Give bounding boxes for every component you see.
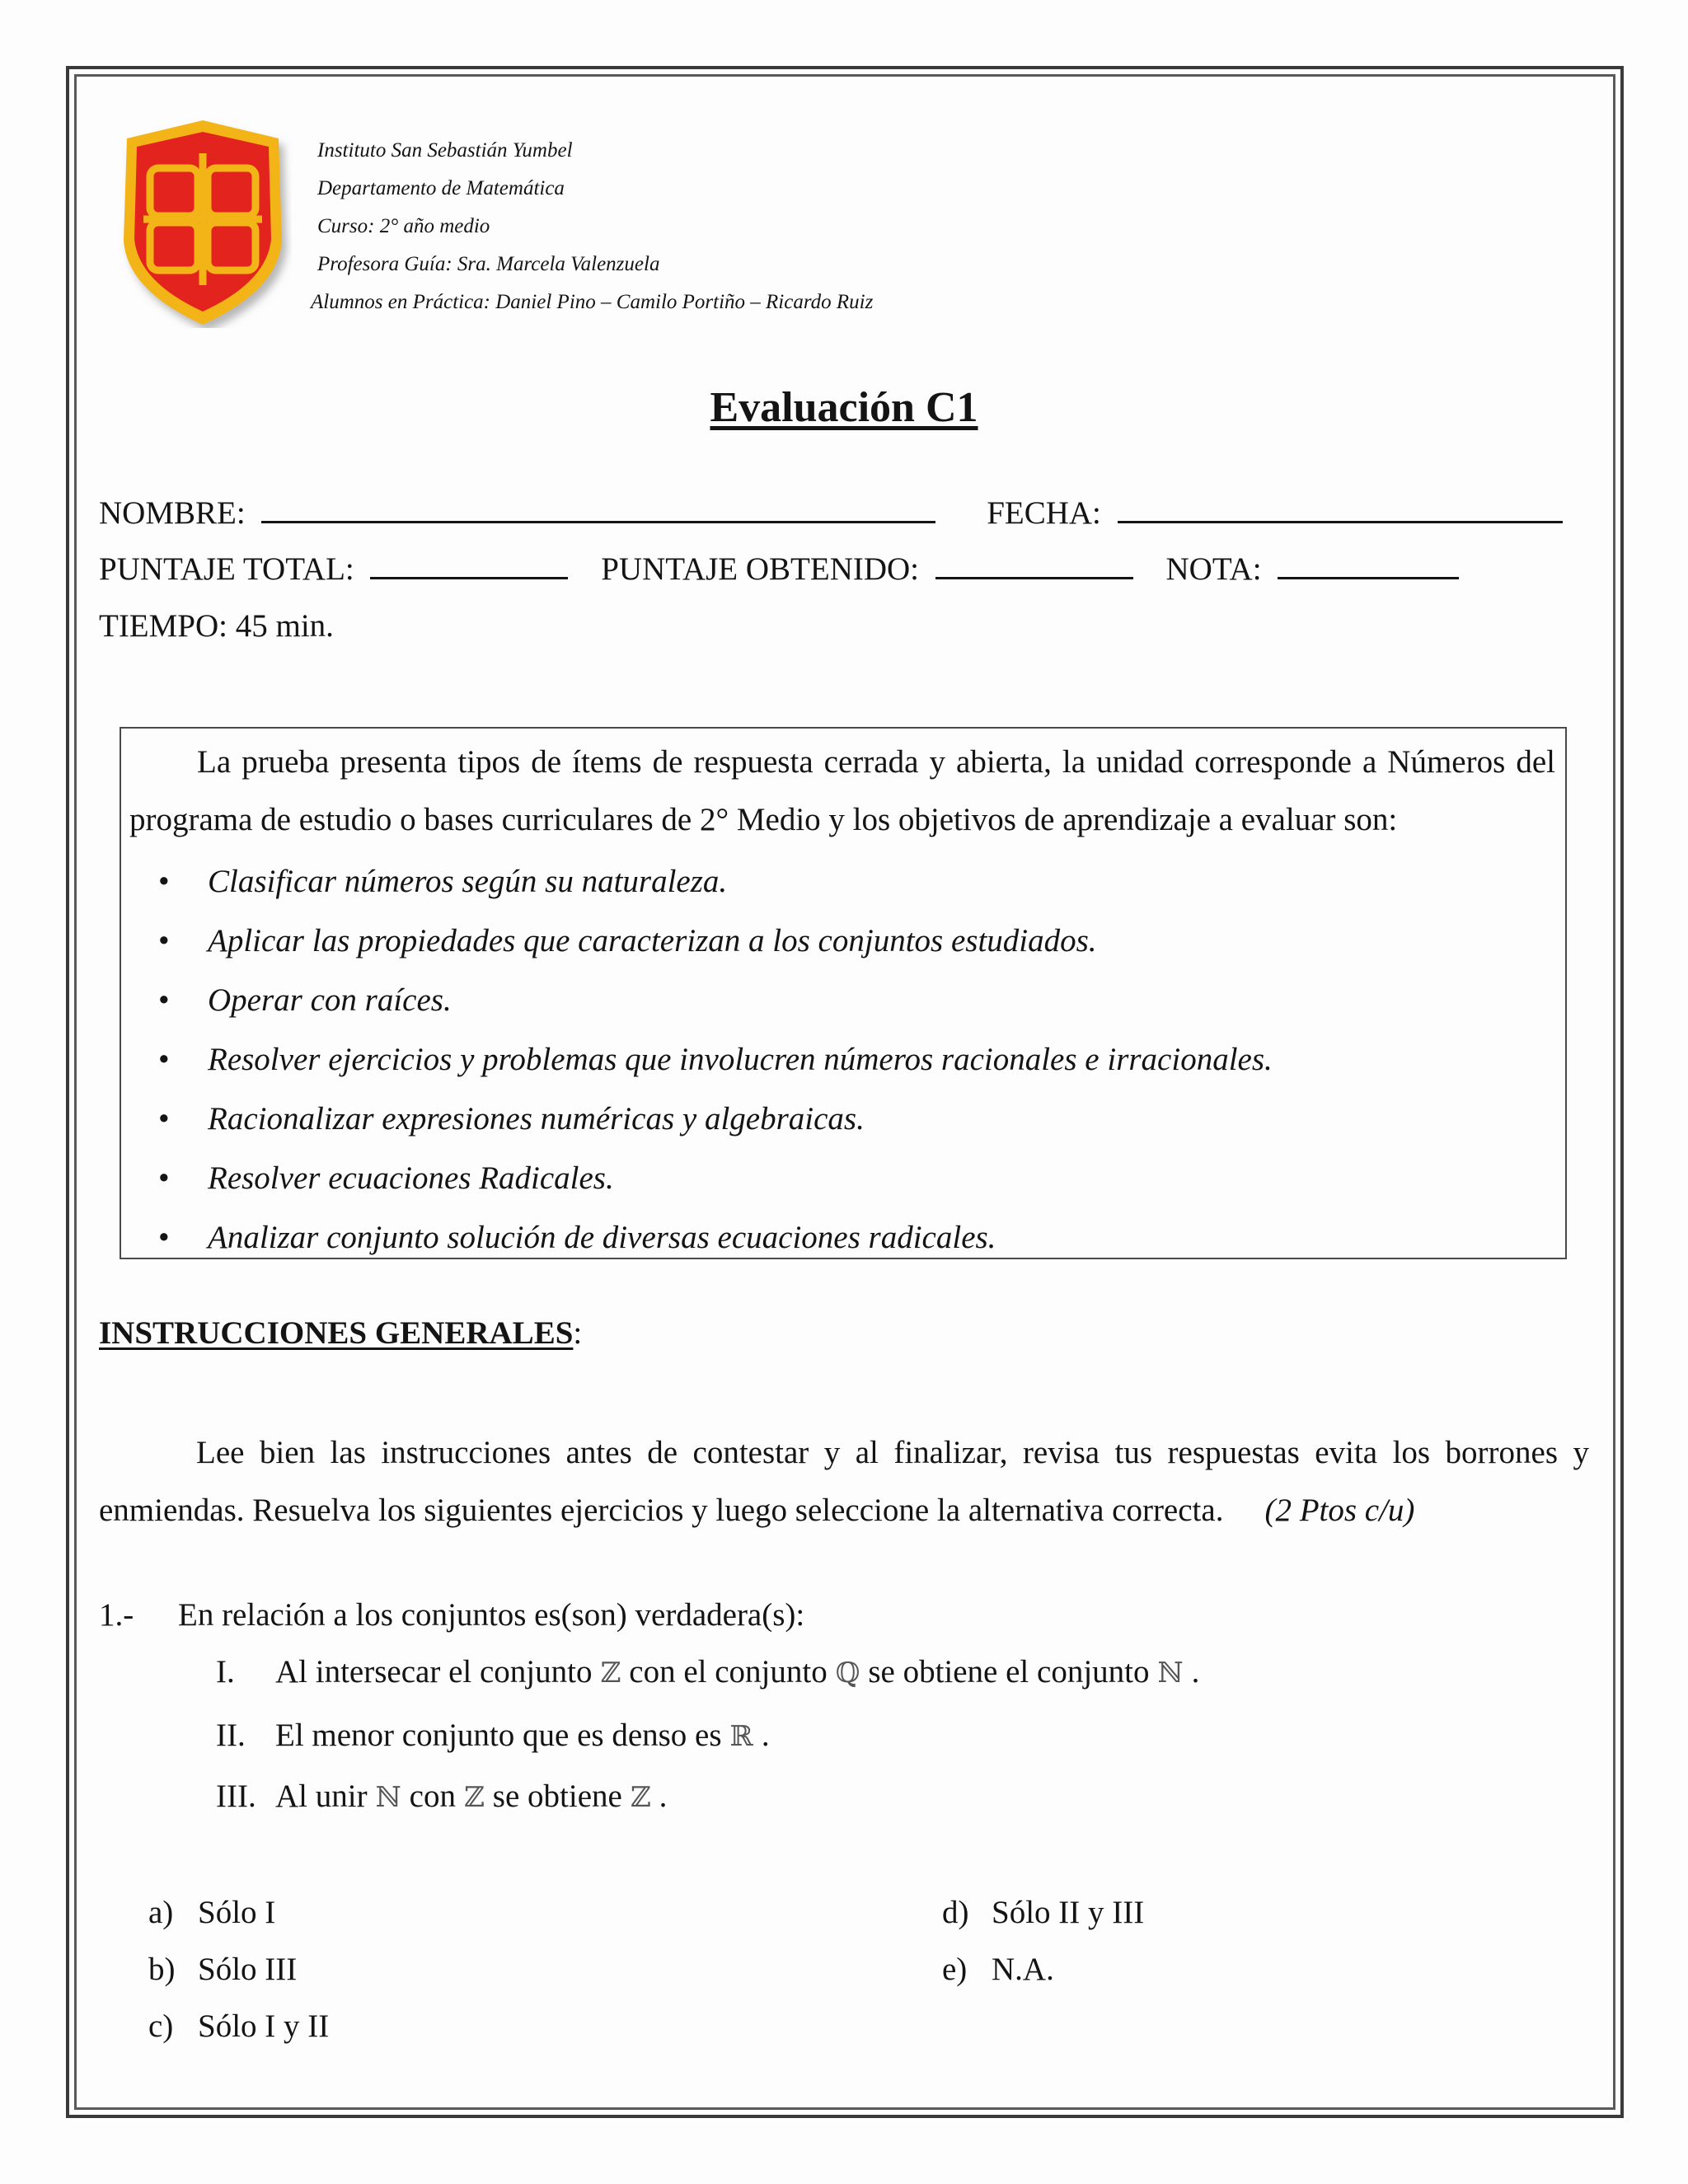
reals-symbol: ℝ (729, 1720, 753, 1753)
integers-symbol: ℤ (463, 1781, 485, 1814)
instructions-text: Lee bien las instrucciones antes de contestar y al finalizar, revisa tus respuestas evita los borrones y enmiendas. Resuelva los siguientes ejercicios y luego seleccione la alternativa correcta. (2 Ptos c/u) (99, 1435, 1589, 1528)
objective-item: • Operar con raíces. (158, 971, 1273, 1030)
objective-item: • Resolver ecuaciones Radicales. (158, 1149, 1273, 1208)
option-e[interactable]: e) N.A. (942, 1952, 1054, 1987)
bullet: • (158, 982, 170, 1018)
obtained-score-label: PUNTAJE OBTENIDO: (601, 551, 920, 587)
total-score-blank[interactable] (370, 552, 568, 579)
instructions-heading: INSTRUCCIONES GENERALES: (99, 1315, 583, 1351)
option-a[interactable]: a) Sólo I (148, 1895, 276, 1930)
name-date-row (99, 494, 1563, 532)
objective-item: • Resolver ejercicios y problemas que involucren números racionales e irracionales. (158, 1030, 1273, 1090)
name-blank[interactable] (261, 496, 935, 523)
question-prompt: En relación a los conjuntos es(son) verdadera(s): (178, 1597, 805, 1633)
naturals-symbol: ℕ (1157, 1657, 1184, 1690)
bullet: • (158, 864, 170, 899)
objective-item: • Aplicar las propiedades que caracterizan a los conjuntos estudiados. (158, 912, 1273, 971)
date-blank[interactable] (1118, 496, 1563, 523)
time-text: TIEMPO: 45 min. (99, 608, 334, 644)
question-1 (99, 1596, 804, 1633)
question-number: 1.- (99, 1597, 134, 1633)
institution-name: Instituto San Sebastián Yumbel (317, 139, 573, 162)
teacher-name: Profesora Guía: Sra. Marcela Valenzuela (317, 253, 660, 275)
option-c[interactable]: c) Sólo I y II (148, 2008, 330, 2044)
bullet: • (158, 923, 170, 958)
points-note: (2 Ptos c/u) (1264, 1493, 1415, 1528)
objectives-box (120, 727, 1567, 1259)
obtained-score-blank[interactable] (935, 552, 1133, 579)
school-shield-logo (114, 117, 292, 328)
grade-label: NOTA: (1165, 551, 1262, 587)
header-info (311, 132, 874, 321)
date-label: FECHA: (987, 495, 1101, 531)
integers-symbol: ℤ (600, 1657, 621, 1690)
student-teachers: Alumnos en Práctica: Daniel Pino – Camilo Portiño – Ricardo Ruiz (311, 291, 874, 313)
score-row (99, 551, 1459, 588)
statement-iii: III. Al unir ℕ con ℤ se obtiene ℤ . (216, 1779, 668, 1814)
bullet: • (158, 1042, 170, 1077)
course-name: Curso: 2° año medio (317, 215, 490, 237)
integers-symbol: ℤ (630, 1781, 651, 1814)
department-name: Departamento de Matemática (317, 177, 565, 199)
objectives-list (158, 852, 1273, 1268)
objectives-intro: La prueba presenta tipos de ítems de respuesta cerrada y abierta, la unidad corresponde a Números del programa de estudio o bases curriculares de 2° Medio y los objetivos de aprendizaje a evaluar son: (129, 744, 1555, 837)
bullet: • (158, 1101, 170, 1137)
grade-blank[interactable] (1278, 552, 1459, 579)
rationals-symbol: ℚ (835, 1657, 860, 1690)
objective-item: • Clasificar números según su naturaleza. (158, 852, 1273, 912)
naturals-symbol: ℕ (375, 1781, 401, 1814)
option-d[interactable]: d) Sólo II y III (942, 1895, 1145, 1930)
objective-item: • Racionalizar expresiones numéricas y algebraicas. (158, 1090, 1273, 1149)
bullet: • (158, 1160, 170, 1196)
name-label: NOMBRE: (99, 495, 246, 531)
statement-i: I. Al intersecar el conjunto ℤ con el conjunto ℚ se obtiene el conjunto ℕ . (216, 1654, 1200, 1690)
statement-ii: II. El menor conjunto que es denso es ℝ . (216, 1718, 770, 1753)
total-score-label: PUNTAJE TOTAL: (99, 551, 354, 587)
objective-item: • Analizar conjunto solución de diversas ecuaciones radicales. (158, 1208, 1273, 1268)
bullet: • (158, 1220, 170, 1255)
page-title: Evaluación C1 (710, 384, 978, 431)
option-b[interactable]: b) Sólo III (148, 1952, 298, 1987)
